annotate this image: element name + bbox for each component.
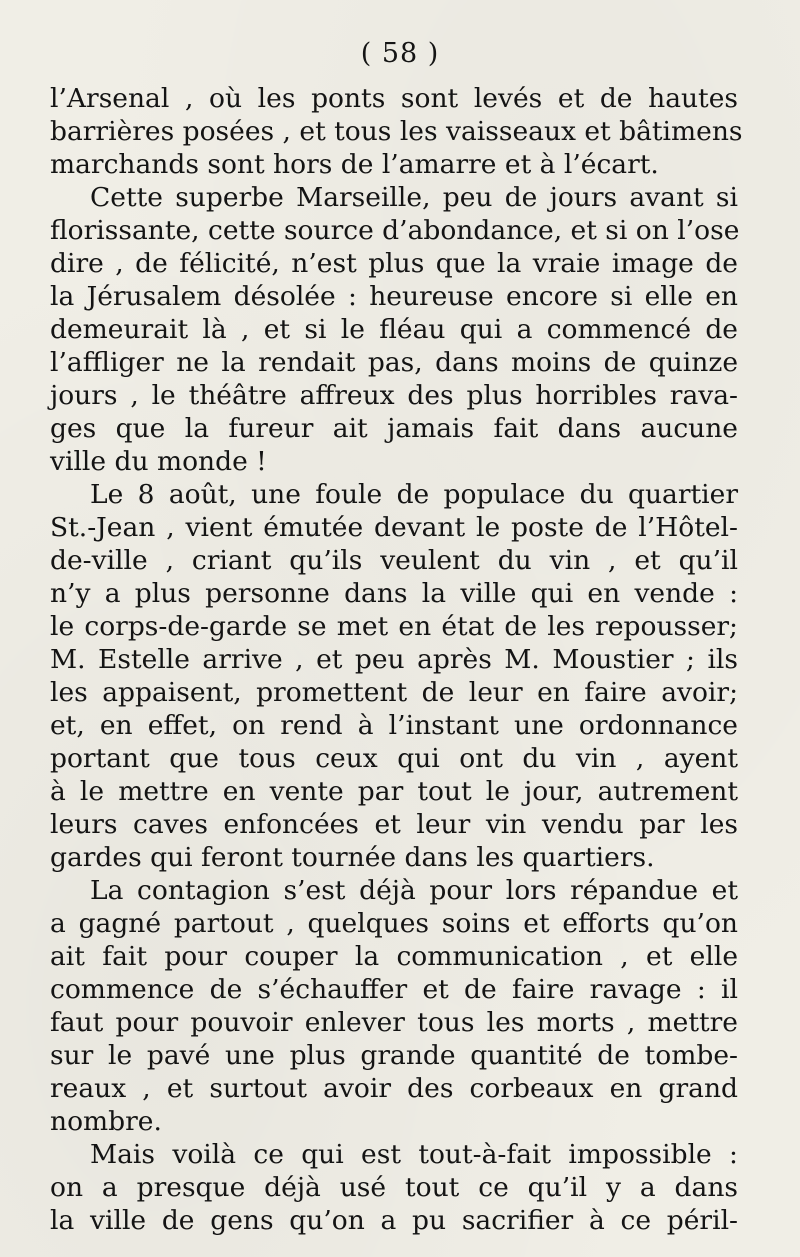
text-line: ait fait pour couper la communication , et elle bbox=[50, 941, 738, 972]
text-line: ville du monde ! bbox=[50, 446, 267, 477]
text-line: les appaisent, promettent de leur en faire avoir; bbox=[50, 677, 738, 708]
text-line: dire , de félicité, n’est plus que la vraie image de bbox=[50, 248, 738, 279]
text-line: La contagion s’est déjà pour lors répandue et bbox=[90, 875, 738, 906]
text-line: de-ville , criant qu’ils veulent du vin , et qu’il bbox=[50, 545, 738, 576]
text-line: n’y a plus personne dans la ville qui en vende : bbox=[50, 578, 738, 609]
text-line: gardes qui feront tournée dans les quartiers. bbox=[50, 842, 655, 873]
text-line: la ville de gens qu’on a pu sacrifier à ce péril- bbox=[50, 1205, 738, 1236]
text-line: le corps-de-garde se met en état de les repousser; bbox=[50, 611, 738, 642]
text-line: sur le pavé une plus grande quantité de tombe- bbox=[50, 1040, 738, 1071]
text-line: on a presque déjà usé tout ce qu’il y a dans bbox=[50, 1172, 738, 1203]
text-line: nombre. bbox=[50, 1106, 162, 1137]
text-line: faut pour pouvoir enlever tous les morts , mettre bbox=[50, 1007, 738, 1038]
text-line: barrières posées , et tous les vaisseaux et bâtimens bbox=[50, 116, 743, 147]
text-line: leurs caves enfoncées et leur vin vendu par les bbox=[50, 809, 738, 840]
text-line: florissante, cette source d’abondance, et si on l’ose bbox=[50, 215, 740, 246]
text-line: Cette superbe Marseille, peu de jours avant si bbox=[90, 182, 738, 213]
text-line: et, en effet, on rend à l’instant une ordonnance bbox=[50, 710, 738, 741]
text-line: commence de s’échauffer et de faire ravage : il bbox=[50, 974, 738, 1005]
text-line: Le 8 août, une foule de populace du quartier bbox=[90, 479, 738, 510]
text-line: portant que tous ceux qui ont du vin , ayent bbox=[50, 743, 738, 774]
text-line: St.-Jean , vient émutée devant le poste de l’Hôtel- bbox=[50, 512, 738, 543]
text-line: demeurait là , et si le fléau qui a commencé de bbox=[50, 314, 738, 345]
text-line: jours , le théâtre affreux des plus horribles rava- bbox=[50, 380, 738, 411]
text-line: à le mettre en vente par tout le jour, autrement bbox=[50, 776, 738, 807]
text-line: Mais voilà ce qui est tout-à-fait impossible : bbox=[90, 1139, 738, 1170]
text-line: l’affliger ne la rendait pas, dans moins de quinze bbox=[50, 347, 738, 378]
text-line: ges que la fureur ait jamais fait dans aucune bbox=[50, 413, 738, 444]
text-line: la Jérusalem désolée : heureuse encore si elle en bbox=[50, 281, 738, 312]
text-line: l’Arsenal , où les ponts sont levés et de hautes bbox=[50, 83, 738, 114]
text-line: reaux , et surtout avoir des corbeaux en grand bbox=[50, 1073, 738, 1104]
text-line: a gagné partout , quelques soins et efforts qu’on bbox=[50, 908, 738, 939]
page-number: ( 58 ) bbox=[360, 38, 440, 69]
text-line: M. Estelle arrive , et peu après M. Moustier ; ils bbox=[50, 644, 738, 675]
text-line: marchands sont hors de l’amarre et à l’écart. bbox=[50, 149, 659, 180]
